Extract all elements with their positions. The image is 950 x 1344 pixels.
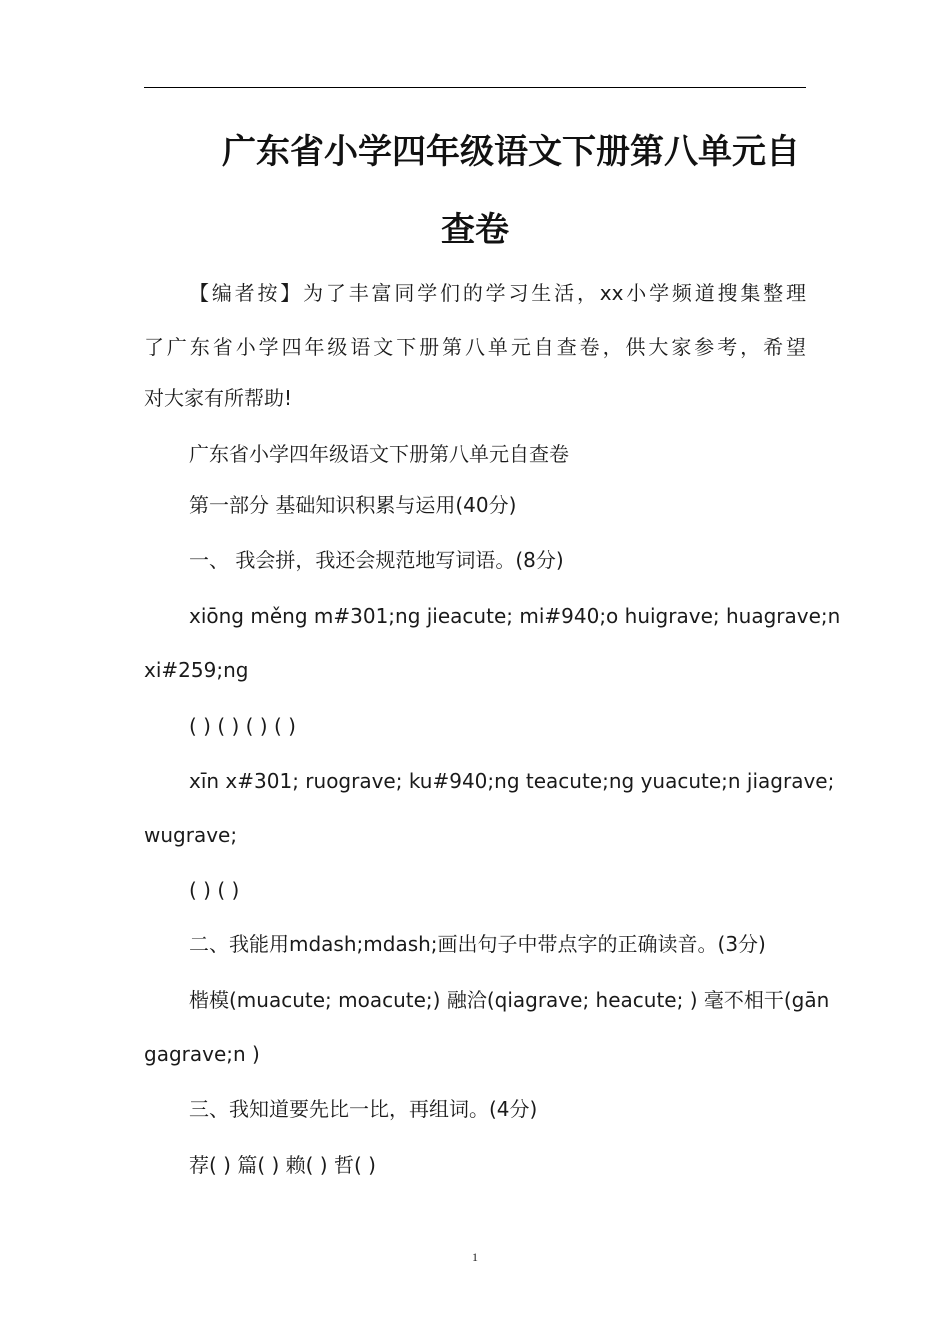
page-number: 1 bbox=[472, 1250, 478, 1264]
pinyin-row1-line2: xi#259;ng bbox=[144, 658, 249, 682]
intro-paragraph-line2: 了广东省小学四年级语文下册第八单元自查卷，供大家参考，希望 bbox=[144, 335, 806, 359]
part-one-heading: 第一部分 基础知识积累与运用(40分) bbox=[189, 493, 517, 517]
paper-title: 广东省小学四年级语文下册第八单元自查卷 bbox=[189, 442, 569, 466]
document-title-line1: 广东省小学四年级语文下册第八单元自 bbox=[222, 132, 800, 172]
document-title-line2: 查卷 bbox=[441, 210, 509, 250]
answer-blanks-row2: ( ) ( ) bbox=[189, 878, 240, 902]
question-two: 二、我能用mdash;mdash;画出句子中带点字的正确读音。(3分) bbox=[189, 932, 766, 956]
question-three-line1: 荐( ) 篇( ) 赖( ) 哲( ) bbox=[189, 1153, 376, 1177]
question-three: 三、我知道要先比一比，再组词。(4分) bbox=[189, 1097, 538, 1121]
question-two-line2: gagrave;n ) bbox=[144, 1042, 260, 1066]
pinyin-row2-line1: xīn x#301; ruograve; ku#940;ng teacute;ng yuacute;n jiagrave; bbox=[189, 769, 835, 793]
header-rule bbox=[144, 87, 806, 88]
answer-blanks-row1: ( ) ( ) ( ) ( ) bbox=[189, 714, 296, 738]
pinyin-row2-line2: wugrave; bbox=[144, 823, 238, 847]
question-one: 一、 我会拼，我还会规范地写词语。(8分) bbox=[189, 548, 564, 572]
pinyin-row1-line1: xiōng měng m#301;ng jieacute; mi#940;o huigrave; huagrave;n bbox=[189, 604, 841, 628]
intro-paragraph-line1: 【编者按】为了丰富同学们的学习生活，xx小学频道搜集整理 bbox=[189, 281, 806, 305]
question-two-line1: 楷模(muacute; moacute;) 融洽(qiagrave; heacute; ) 毫不相干(gān bbox=[189, 988, 830, 1012]
intro-paragraph-line3: 对大家有所帮助! bbox=[144, 386, 293, 410]
